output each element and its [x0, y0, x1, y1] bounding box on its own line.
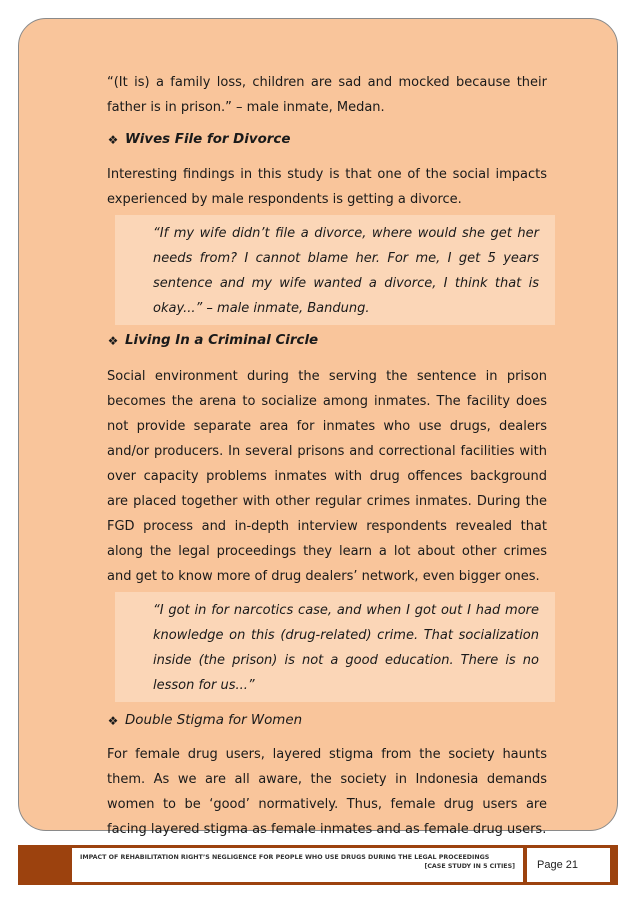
opening-quote: “(It is) a family loss, children are sad and mocked because their father is in prison.” – male inmate, Medan. — [107, 75, 547, 115]
diamond-bullet-icon: ❖ — [107, 714, 119, 728]
diamond-bullet-icon: ❖ — [107, 334, 119, 348]
divorce-quote: “If my wife didn’t file a divorce, where would she get her needs from? I cannot blame her. For me, I get 5 years sentence and my wife wanted a divorce, I think that is okay...” – male inmate, Bandung. — [153, 226, 539, 316]
diamond-bullet-icon: ❖ — [107, 133, 119, 147]
page-number: Page 21 — [527, 848, 610, 882]
divorce-quote-box — [115, 215, 555, 325]
footer-title — [72, 848, 523, 882]
page-footer — [18, 845, 618, 885]
double-stigma-paragraph: For female drug users, layered stigma from the society haunts them. As we are all aware, the society in Indonesia demands women to be ‘good’ normatively. Thus, female drug users are facing layered stigma as female inmates and as female drug users. — [107, 747, 547, 837]
section-heading-criminal-circle — [107, 331, 547, 351]
heading-text: Living In a Criminal Circle — [125, 333, 319, 348]
footer-title-line2: [CASE STUDY IN 5 CITIES] — [424, 863, 515, 870]
criminal-circle-paragraph: Social environment during the serving the sentence in prison becomes the arena to socialize among inmates. The facility does not provide separate area for inmates who use drugs, dealers and/or producers. In several prisons and correctional facilities with over capacity problems inmates with drug offences background are placed together with other regular crimes inmates. During the FGD process and in-depth interview respondents revealed that along the legal proceedings they learn a lot about other crimes and get to know more of drug dealers’ network, even bigger ones. — [107, 369, 547, 584]
section-heading-divorce — [107, 130, 547, 150]
narcotics-quote-box — [115, 592, 555, 702]
section-heading-double-stigma — [107, 711, 547, 731]
heading-text: Wives File for Divorce — [125, 132, 291, 147]
divorce-paragraph: Interesting findings in this study is that one of the social impacts experienced by male respondents is getting a divorce. — [107, 167, 547, 207]
footer-title-line1: IMPACT OF REHABILITATION RIGHT’S NEGLIGENCE FOR PEOPLE WHO USE DRUGS DURING THE LEGAL PROCEEDINGS — [80, 854, 490, 861]
narcotics-quote: “I got in for narcotics case, and when I got out I had more knowledge on this (drug-related) crime. That socialization inside (the prison) is not a good education. There is no lesson for us...” — [153, 603, 539, 693]
page-content — [107, 70, 547, 842]
heading-text: Double Stigma for Women — [125, 713, 303, 728]
